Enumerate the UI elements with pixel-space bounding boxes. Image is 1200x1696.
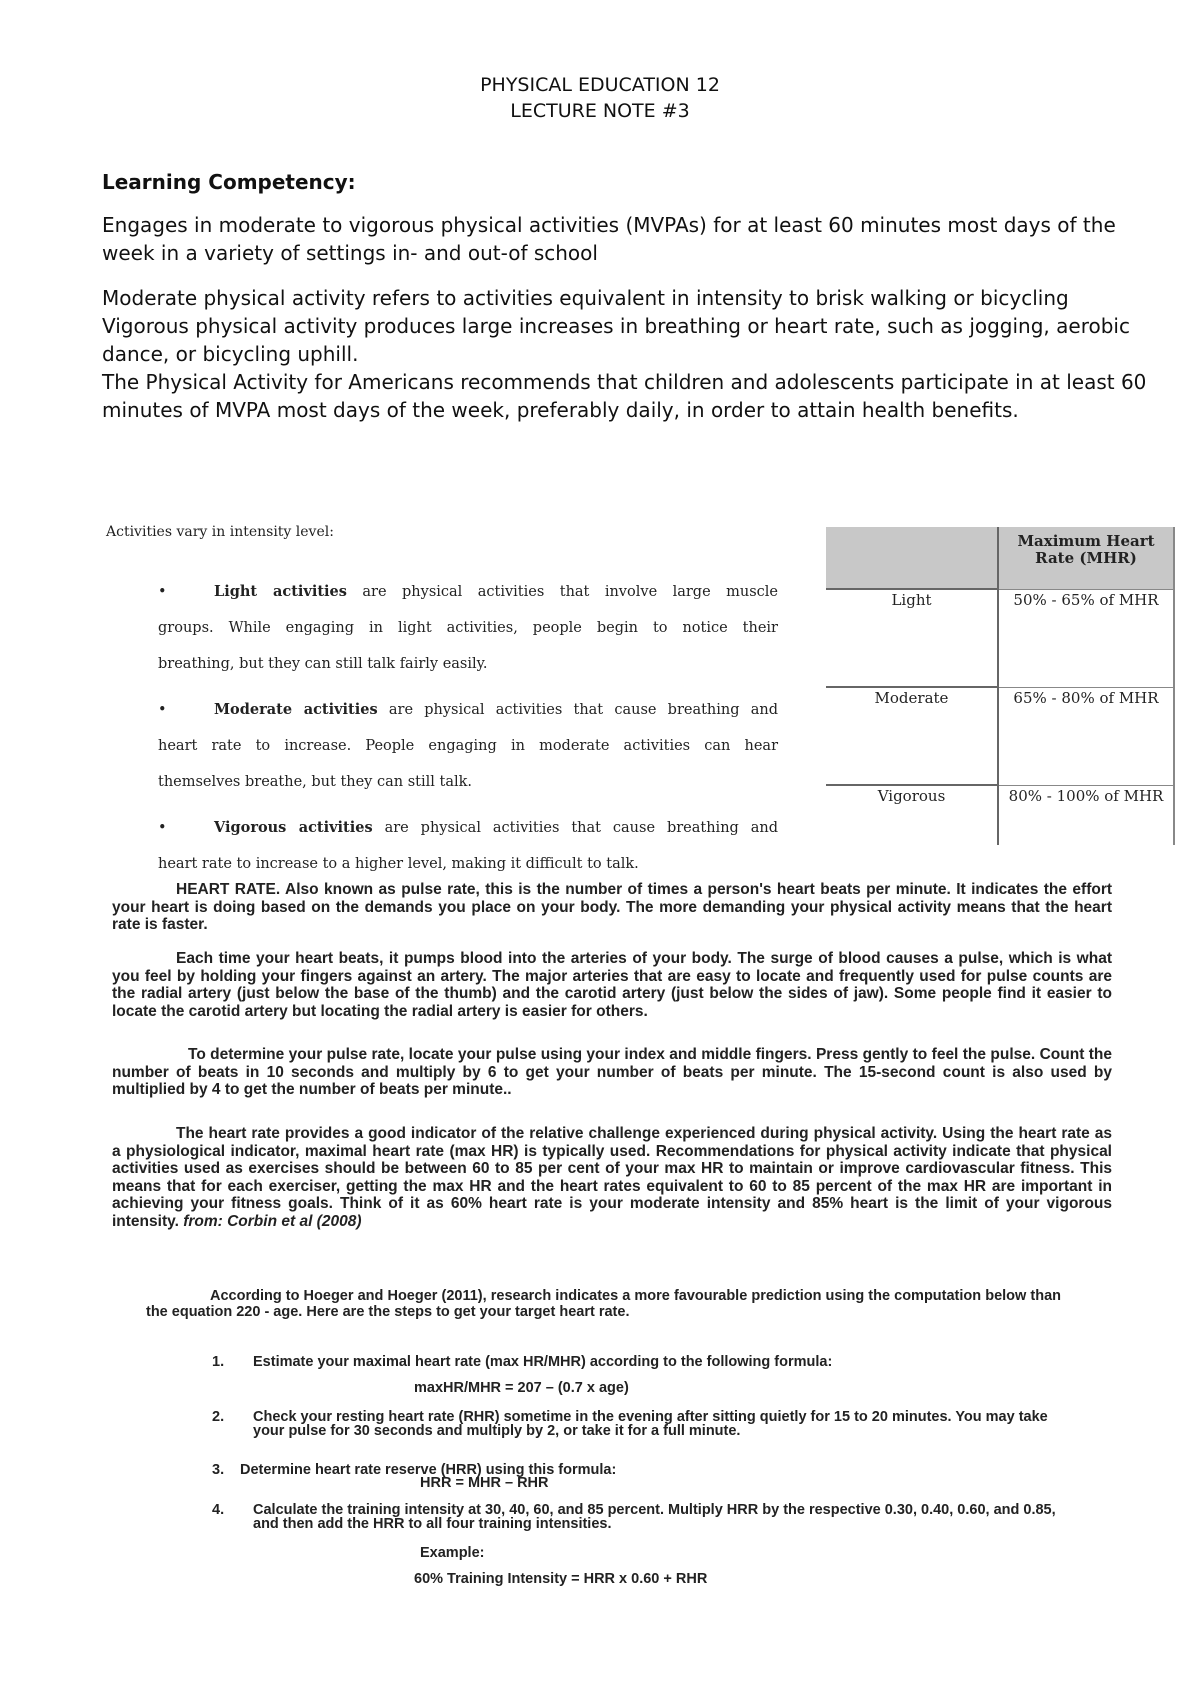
step-text: Estimate your maximal heart rate (max HR/MHR) according to the following formula: bbox=[253, 1354, 833, 1370]
mhr-range-cell: 65% - 80% of MHR bbox=[998, 687, 1174, 785]
mhr-table bbox=[826, 527, 1175, 845]
mhr-column-header: Maximum Heart Rate (MHR) bbox=[998, 527, 1174, 589]
step-1 bbox=[212, 1355, 1072, 1369]
hoeger-intro bbox=[146, 1288, 1061, 1320]
step-text: Calculate the training intensity at 30, 40, 60, and 85 percent. Multiply HRR by the respective 0.30, 0.40, 0.60, and 0.85, and then add the HRR to all four training intensities. bbox=[253, 1502, 1056, 1532]
citation: from: Corbin et al (2008) bbox=[183, 1212, 362, 1230]
mhr-range-cell: 80% - 100% of MHR bbox=[998, 785, 1174, 845]
bullet-icon: • bbox=[158, 820, 167, 836]
step-number: 1. bbox=[212, 1354, 225, 1370]
activity-name: Moderate activities bbox=[214, 701, 378, 718]
intensity-list bbox=[158, 574, 778, 892]
intensity-level-cell: Light bbox=[826, 589, 998, 687]
step-3 bbox=[212, 1463, 1072, 1477]
step-number: 3. bbox=[212, 1462, 225, 1478]
paragraph-lead: The heart rate bbox=[176, 1125, 280, 1142]
intensity-level-cell: Vigorous bbox=[826, 785, 998, 845]
activity-description: heart rate to increase. People engaging in moderate activities can hear bbox=[158, 738, 778, 754]
table-row bbox=[826, 785, 1174, 845]
learning-competency-text: Engages in moderate to vigorous physical activities (MVPAs) for at least 60 minutes most days of the week in a variety of settings in- and out-of school bbox=[102, 213, 1116, 265]
activity-description: groups. While engaging in light activities, people begin to notice their bbox=[158, 620, 778, 636]
bullet-icon: • bbox=[158, 702, 167, 718]
vigorous-definition: Vigorous physical activity produces large increases in breathing or heart rate, such as jogging, aerobic dance, or bicycling uphill. bbox=[102, 314, 1130, 366]
activity-description: are physical activities that involve large muscle bbox=[362, 584, 778, 600]
course-title: PHYSICAL EDUCATION 12 bbox=[480, 74, 720, 96]
activity-description: themselves breathe, but they can still talk. bbox=[158, 774, 472, 790]
table-row bbox=[826, 589, 1174, 687]
heart-rate-paragraph-3 bbox=[112, 1046, 1112, 1099]
step-number: 4. bbox=[212, 1502, 225, 1518]
heart-rate-paragraph-2 bbox=[112, 950, 1112, 1020]
learning-competency-heading: Learning Competency: bbox=[102, 170, 356, 194]
list-item bbox=[158, 692, 778, 800]
heart-rate-heading: HEART RATE. bbox=[176, 881, 281, 898]
hrr-formula: HRR = MHR – RHR bbox=[420, 1475, 549, 1491]
intensity-level-cell: Moderate bbox=[826, 687, 998, 785]
list-item bbox=[158, 810, 778, 882]
step-4 bbox=[212, 1503, 1072, 1531]
activity-description: are physical activities that cause breathing and bbox=[388, 702, 779, 718]
moderate-definition: Moderate physical activity refers to activities equivalent in intensity to brisk walking or bicycling bbox=[102, 286, 1069, 310]
activity-description: are physical activities that cause breathing and bbox=[384, 820, 778, 836]
table-header-row bbox=[826, 527, 1174, 589]
recommendation-text: The Physical Activity for Americans recommends that children and adolescents participate in at least 60 minutes of MVPA most days of the week, preferably daily, in order to attain health benefits. bbox=[102, 370, 1147, 422]
document-header bbox=[0, 72, 1200, 124]
activity-description: heart rate to increase to a higher level, making it difficult to talk. bbox=[158, 856, 639, 872]
mhr-formula: maxHR/MHR = 207 – (0.7 x age) bbox=[414, 1380, 629, 1396]
paragraph-text: Each time your heart beats, it pumps blood into the arteries of your body. The surge of blood causes a pulse, which is what you feel by holding your fingers against an artery. The major arteries that are easy to locate and frequently used for pulse counts are the radial artery (just below the base of the thumb) and the carotid artery (just below the sides of jaw). Some people find it easier to locate the carotid artery but locating the radial artery is easier for others. bbox=[112, 950, 1112, 1020]
intensity-intro: Activities vary in intensity level: bbox=[106, 524, 334, 540]
example-formula: 60% Training Intensity = HRR x 0.60 + RHR bbox=[414, 1571, 708, 1587]
step-2 bbox=[212, 1410, 1072, 1438]
bullet-icon: • bbox=[158, 584, 167, 600]
definitions-block bbox=[102, 284, 1162, 424]
heart-rate-paragraph-1 bbox=[112, 881, 1112, 934]
paragraph-text: provides a good indicator of the relative challenge experienced during physical activity. Using the heart rate as a physiological indicator, maximal heart rate (max HR) is typically used. Recommendations for physical activity indicate that physical activities used as exercises should be between 60 to 85 per cent of your max HR to maintain or improve cardiovascular fitness. This means that for each exerciser, getting the max HR and the heart rates equivalent to 60 to 85 percent of the max HR are important in achieving your fitness goals. Think of it as 60% heart rate is your moderate intensity and 85% heart is the limit of your vigorous intensity. bbox=[112, 1125, 1113, 1230]
list-item bbox=[158, 574, 778, 682]
paragraph-text: To determine your pulse rate, locate your pulse using your index and middle fingers. Press gently to feel the pulse. Count the number of beats in 10 seconds and multiply by 6 to get your number of beats per minute. The 15-second count is also used by multiplied by 4 to get the number of beats per minute.. bbox=[112, 1046, 1112, 1098]
lecture-number: LECTURE NOTE #3 bbox=[510, 100, 690, 122]
table-header-blank bbox=[826, 527, 998, 589]
example-label: Example: bbox=[420, 1545, 485, 1561]
heart-rate-paragraph-4 bbox=[112, 1125, 1112, 1230]
step-text: Check your resting heart rate (RHR) sometime in the evening after sitting quietly for 15 to 20 minutes. You may take your pulse for 30 seconds and multiply by 2, or take it for a full minute. bbox=[253, 1409, 1048, 1439]
activity-name: Vigorous activities bbox=[214, 819, 373, 836]
activity-name: Light activities bbox=[214, 583, 347, 600]
paragraph-text: According to Hoeger and Hoeger (2011), research indicates a more favourable prediction using the computation below than the equation 220 - age. Here are the steps to get your target heart rate. bbox=[146, 1288, 1061, 1320]
paragraph-text: Also known as pulse rate, this is the number of times a person's heart beats per minute. It indicates the effort your heart is doing based on the demands you place on your body. The more demanding your physical activity means that the heart rate is faster. bbox=[112, 881, 1113, 933]
table-row bbox=[826, 687, 1174, 785]
step-number: 2. bbox=[212, 1409, 225, 1425]
activity-description: breathing, but they can still talk fairly easily. bbox=[158, 656, 488, 672]
mhr-range-cell: 50% - 65% of MHR bbox=[998, 589, 1174, 687]
step-text: Determine heart rate reserve (HRR) using this formula: bbox=[240, 1462, 617, 1478]
